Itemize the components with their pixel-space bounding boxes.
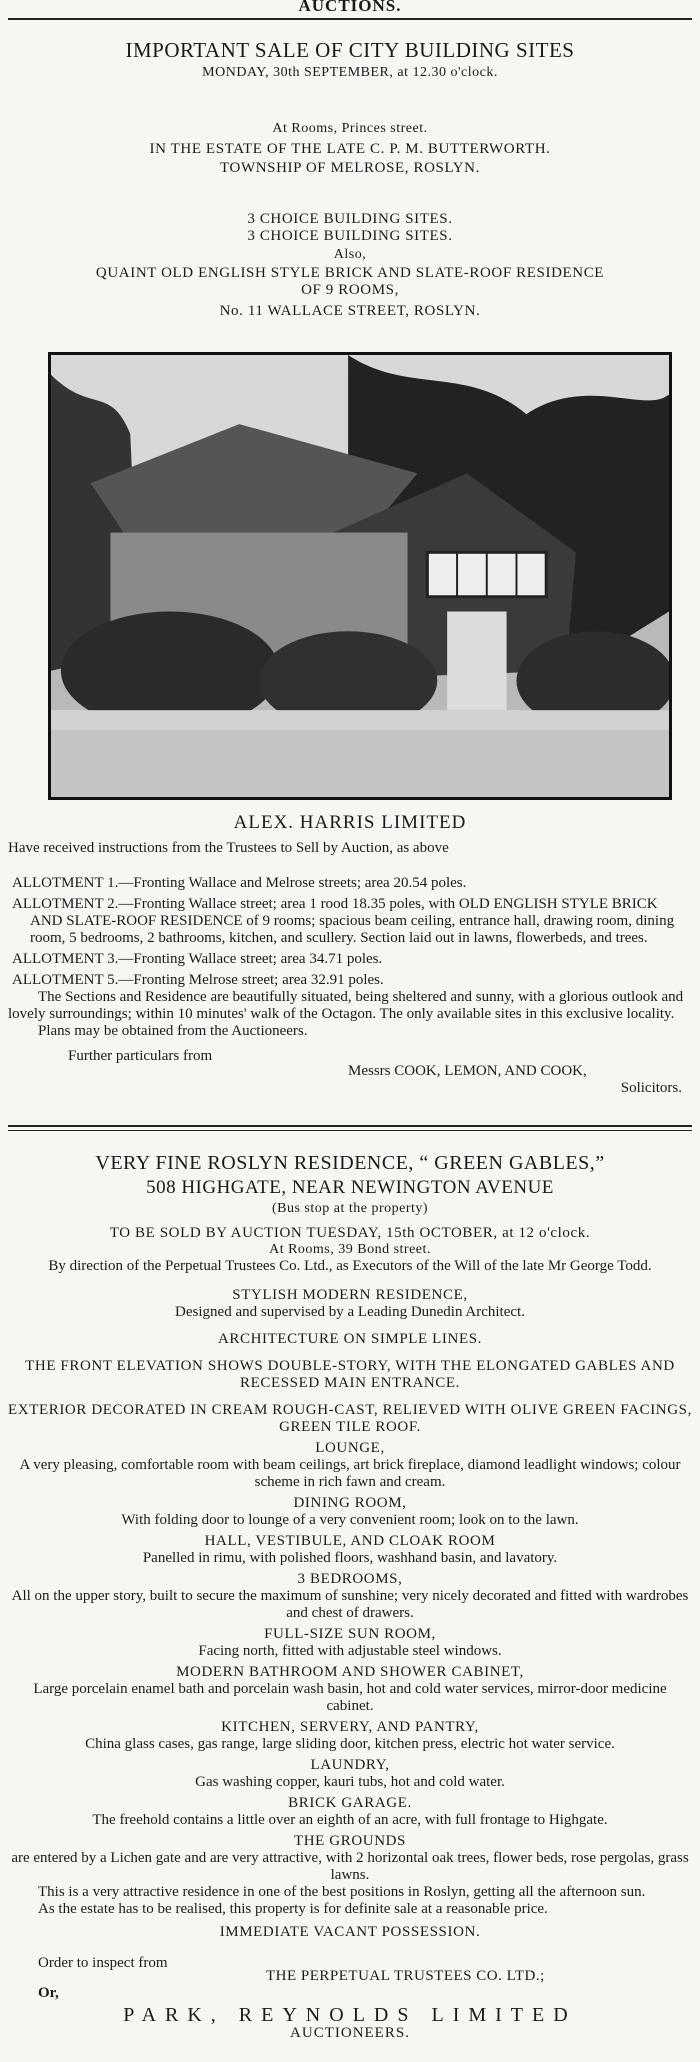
ad-divider-thick [8, 1125, 692, 1127]
ad2-lounge-heading: LOUNGE, [315, 1440, 385, 1456]
ad2-bus: (Bus stop at the property) [271, 1201, 429, 1216]
ad1-solicitors-name: Messrs COOK, LEMON, AND COOK, [348, 1063, 587, 1079]
ad2-kitchen-text: China glass cases, gas range, large sliding door, kitchen press, electric hot water service. [85, 1736, 615, 1752]
ad2-architecture: ARCHITECTURE ON SIMPLE LINES. [217, 1331, 483, 1347]
ad2-title: VERY FINE ROSLYN RESIDENCE, “ GREEN GABLES,” [95, 1152, 605, 1174]
ad1-address: No. 11 WALLACE STREET, ROSLYN. [219, 303, 481, 319]
ad1-instructions: Have received instructions from the Trustees to Sell by Auction, as above [8, 840, 449, 856]
ad1-solicitors: Solicitors. [620, 1080, 682, 1096]
ad2-auctioneers: AUCTIONEERS. [290, 2025, 410, 2041]
ad2-auctioneer: PARK, REYNOLDS LIMITED [123, 2004, 577, 2026]
ad2-hall-heading: HALL, VESTIBULE, AND CLOAK ROOM [204, 1533, 496, 1549]
ad2-lounge-text: A very pleasing, comfortable room with beam ceilings, art brick fireplace, diamond leadlight windows; colour scheme in rich fawn and cream. [19, 1457, 681, 1490]
ad2-trustees: THE PERPETUAL TRUSTEES CO. LTD.; [266, 1968, 545, 1984]
ad1-date: MONDAY, 30th SEPTEMBER, at 12.30 o'clock. [202, 65, 498, 80]
ad2-laundry-text: Gas washing copper, kauri tubs, hot and cold water. [195, 1774, 505, 1790]
ad2-inspect: Order to inspect from [38, 1955, 168, 1971]
ad2-estate: As the estate has to be realised, this property is for definite sale at a reasonable price. [38, 1901, 548, 1917]
ad2-grounds-heading: THE GROUNDS [293, 1833, 407, 1849]
ad2-hall-text: Panelled in rimu, with polished floors, washhand basin, and lavatory. [142, 1550, 558, 1566]
ad2-garage-text: The freehold contains a little over an eighth of an acre, with full frontage to Highgate. [92, 1812, 608, 1828]
ad1-title: IMPORTANT SALE OF CITY BUILDING SITES [125, 38, 575, 62]
ad2-bathroom-text: Large porcelain enamel bath and porcelain wash basin, hot and cold water services, mirror-door medicine cabinet. [33, 1681, 667, 1714]
ad2-dining-heading: DINING ROOM, [293, 1495, 407, 1511]
ad-divider-thin [8, 1130, 692, 1131]
ad2-dining-text: With folding door to lounge of a very convenient room; look on to the lawn. [121, 1512, 579, 1528]
ad2-attractive: This is a very attractive residence in one of the best positions in Roslyn, getting all the afternoon sun. [38, 1884, 646, 1900]
ad1-allotment-1: ALLOTMENT 1.—Fronting Wallace and Melrose streets; area 20.54 poles. [12, 875, 467, 891]
ad2-bedrooms-heading: 3 BEDROOMS, [297, 1571, 403, 1587]
ad1-residence-2: OF 9 ROOMS, [301, 282, 399, 298]
ad2-garage-heading: BRICK GARAGE. [288, 1795, 412, 1811]
ad-green-gables [8, 1152, 692, 2042]
ad2-sunroom-heading: FULL-SIZE SUN ROOM, [264, 1626, 436, 1642]
ad2-grounds-text: are entered by a Lichen gate and are very attractive, with 2 horizontal oak trees, flower beds, rose pergolas, grass lawns. [11, 1850, 689, 1883]
ad2-designed: Designed and supervised by a Leading Dunedin Architect. [175, 1304, 525, 1320]
ad2-room-list [8, 1440, 692, 1884]
ad2-stylish: STYLISH MODERN RESIDENCE, [232, 1287, 468, 1303]
header-rule [8, 18, 692, 20]
ad2-sale: TO BE SOLD BY AUCTION TUESDAY, 15th OCTOBER, at 12 o'clock. [109, 1225, 591, 1241]
ad1-sites-1: 3 CHOICE BUILDING SITES. [247, 211, 453, 227]
ad2-or: Or, [38, 1985, 59, 2001]
ad1-further: Further particulars from [68, 1048, 213, 1064]
section-header: AUCTIONS. [298, 0, 402, 15]
ad2-address: 508 HIGHGATE, NEAR NEWINGTON AVENUE [146, 1177, 554, 1198]
ad1-also: Also, [333, 247, 367, 262]
ad1-details [8, 812, 692, 1097]
ad2-exterior: EXTERIOR DECORATED IN CREAM ROUGH-CAST, RELIEVED WITH OLIVE GREEN FACINGS, GREEN TILE ROOF. [8, 1402, 692, 1435]
ad1-agent: ALEX. HARRIS LIMITED [233, 812, 467, 833]
ad-building-sites [8, 38, 692, 320]
ad1-situation: The Sections and Residence are beautifully situated, being sheltered and sunny, with a glorious outlook and lovely surroundings; within 10 minutes' walk of the Octagon. The only available sites in this exclusive locality. [8, 989, 684, 1022]
ad1-estate: IN THE ESTATE OF THE LATE C. P. M. BUTTERWORTH. [149, 141, 551, 157]
ad2-front: THE FRONT ELEVATION SHOWS DOUBLE-STORY, WITH THE ELONGATED GABLES AND RECESSED MAIN ENTRANCE. [25, 1358, 675, 1391]
ad1-township: TOWNSHIP OF MELROSE, ROSLYN. [220, 160, 480, 176]
ad1-sites-2: 3 CHOICE BUILDING SITES. [247, 228, 453, 244]
ad2-rooms: At Rooms, 39 Bond street. [269, 1242, 431, 1257]
ad2-bathroom-heading: MODERN BATHROOM AND SHOWER CABINET, [176, 1664, 524, 1680]
ad1-plans: Plans may be obtained from the Auctioneers. [38, 1023, 308, 1039]
ad1-residence-1: QUAINT OLD ENGLISH STYLE BRICK AND SLATE-ROOF RESIDENCE [95, 265, 605, 281]
ad2-sunroom-text: Facing north, fitted with adjustable steel windows. [198, 1643, 502, 1659]
ad2-laundry-heading: LAUNDRY, [310, 1757, 390, 1773]
ad1-allotment-2: ALLOTMENT 2.—Fronting Wallace street; area 1 rood 18.35 poles, with OLD ENGLISH STYLE BRICK AND SLATE-ROOF RESIDENCE of 9 rooms; spacious beam ceiling, entrance hall, drawing room, dining room, 5 bedrooms, 2 bathrooms, kitchen, and scullery. Section laid out in lawns, flowerbeds, and trees. [12, 896, 675, 946]
ad1-allotment-5: ALLOTMENT 5.—Fronting Melrose street; area 32.91 poles. [12, 972, 384, 988]
ad2-kitchen-heading: KITCHEN, SERVERY, AND PANTRY, [221, 1719, 479, 1735]
ad2-bedrooms-text: All on the upper story, built to secure the maximum of sunshine; very nicely decorated and fitted with wardrobes and chest of drawers. [11, 1588, 689, 1621]
house-photo [48, 352, 672, 800]
ad2-possession: IMMEDIATE VACANT POSSESSION. [219, 1924, 481, 1940]
ad1-allotment-3: ALLOTMENT 3.—Fronting Wallace street; area 34.71 poles. [12, 951, 383, 967]
ad1-venue: At Rooms, Princes street. [272, 121, 428, 136]
ad2-direction: By direction of the Perpetual Trustees Co. Ltd., as Executors of the Will of the late Mr George Todd. [48, 1258, 652, 1274]
